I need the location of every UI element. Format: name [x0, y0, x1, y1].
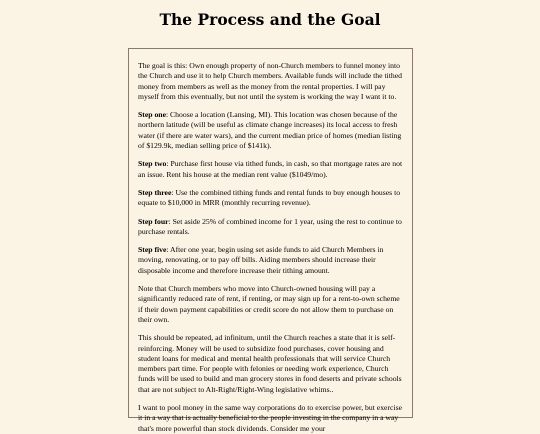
- step-two-label: Step two: [138, 159, 167, 169]
- step-three-label: Step three: [138, 187, 172, 197]
- step-two-text: : Purchase first house via tithed funds, in cash, so that mortgage rates are not an issue. Rent his house at the median rent value ($1049/mo).: [138, 159, 403, 179]
- step-four-text: : Set aside 25% of combined income for 1 year, using the rest to continue to purchase rentals.: [138, 216, 402, 236]
- step-one-text: : Choose a location (Lansing, MI). This location was chosen because of the northern latitude (will be useful as climate change increases) its local access to fresh water (if there are water wars), and the current median price of homes (median listing of $129.9k, median selling price of $141k).: [138, 110, 402, 151]
- step-three-paragraph: [138, 188, 403, 209]
- step-five-label: Step five: [138, 245, 167, 255]
- document-body: [128, 48, 413, 433]
- note-paragraph: Note that Church members who move into Church-owned housing will pay a significantly reduced rate of rent, if renting, or may sign up for a rent-to-own scheme if their down payment capabilities or credit score do not allow them to purchase on their own.: [138, 284, 400, 324]
- closing-paragraph: I want to pool money in the same way corporations do to exercise power, but exercise it in a way that is actually beneficial to the people investing in the company in a way that's more powerful than stock dividends. Consider me your: [138, 403, 402, 433]
- step-two-paragraph: [138, 159, 403, 180]
- page-title: The Process and the Goal: [159, 10, 381, 29]
- step-one-label: Step one: [138, 110, 166, 120]
- step-four-label: Step four: [138, 216, 169, 226]
- step-five-paragraph: [138, 245, 403, 276]
- step-five-text: : After one year, begin using set aside funds to aid Church Members in moving, renovating, or to pay off bills. Aiding members should increase their disposable income and therefore increase their tithing amount.: [138, 245, 384, 275]
- step-four-paragraph: [138, 217, 403, 238]
- repeat-paragraph: This should be repeated, ad infinitum, until the Church reaches a state that it is self-reinforcing. Money will be used to subsidize food purchases, cover housing and student loans for medical and mental health professionals that will service Church members part time. For people with felonies or needing work experience, Church funds will be used to build and man grocery stores in food deserts and private schools that are not subject to Alt-Right/Right-Wing legislative whims..: [138, 333, 402, 394]
- step-three-text: : Use the combined tithing funds and rental funds to buy enough houses to equate to $10,000 in MRR (monthly recurring revenue).: [138, 187, 401, 208]
- goal-paragraph: The goal is this: Own enough property of non-Church members to funnel money into the Church and use it to help Church members. Available funds will include the tithed money from members as well as the money from the rental properties. I will pay myself from this eventually, but not until the system is working the way I want it to.: [138, 61, 402, 101]
- step-one-paragraph: [138, 110, 403, 151]
